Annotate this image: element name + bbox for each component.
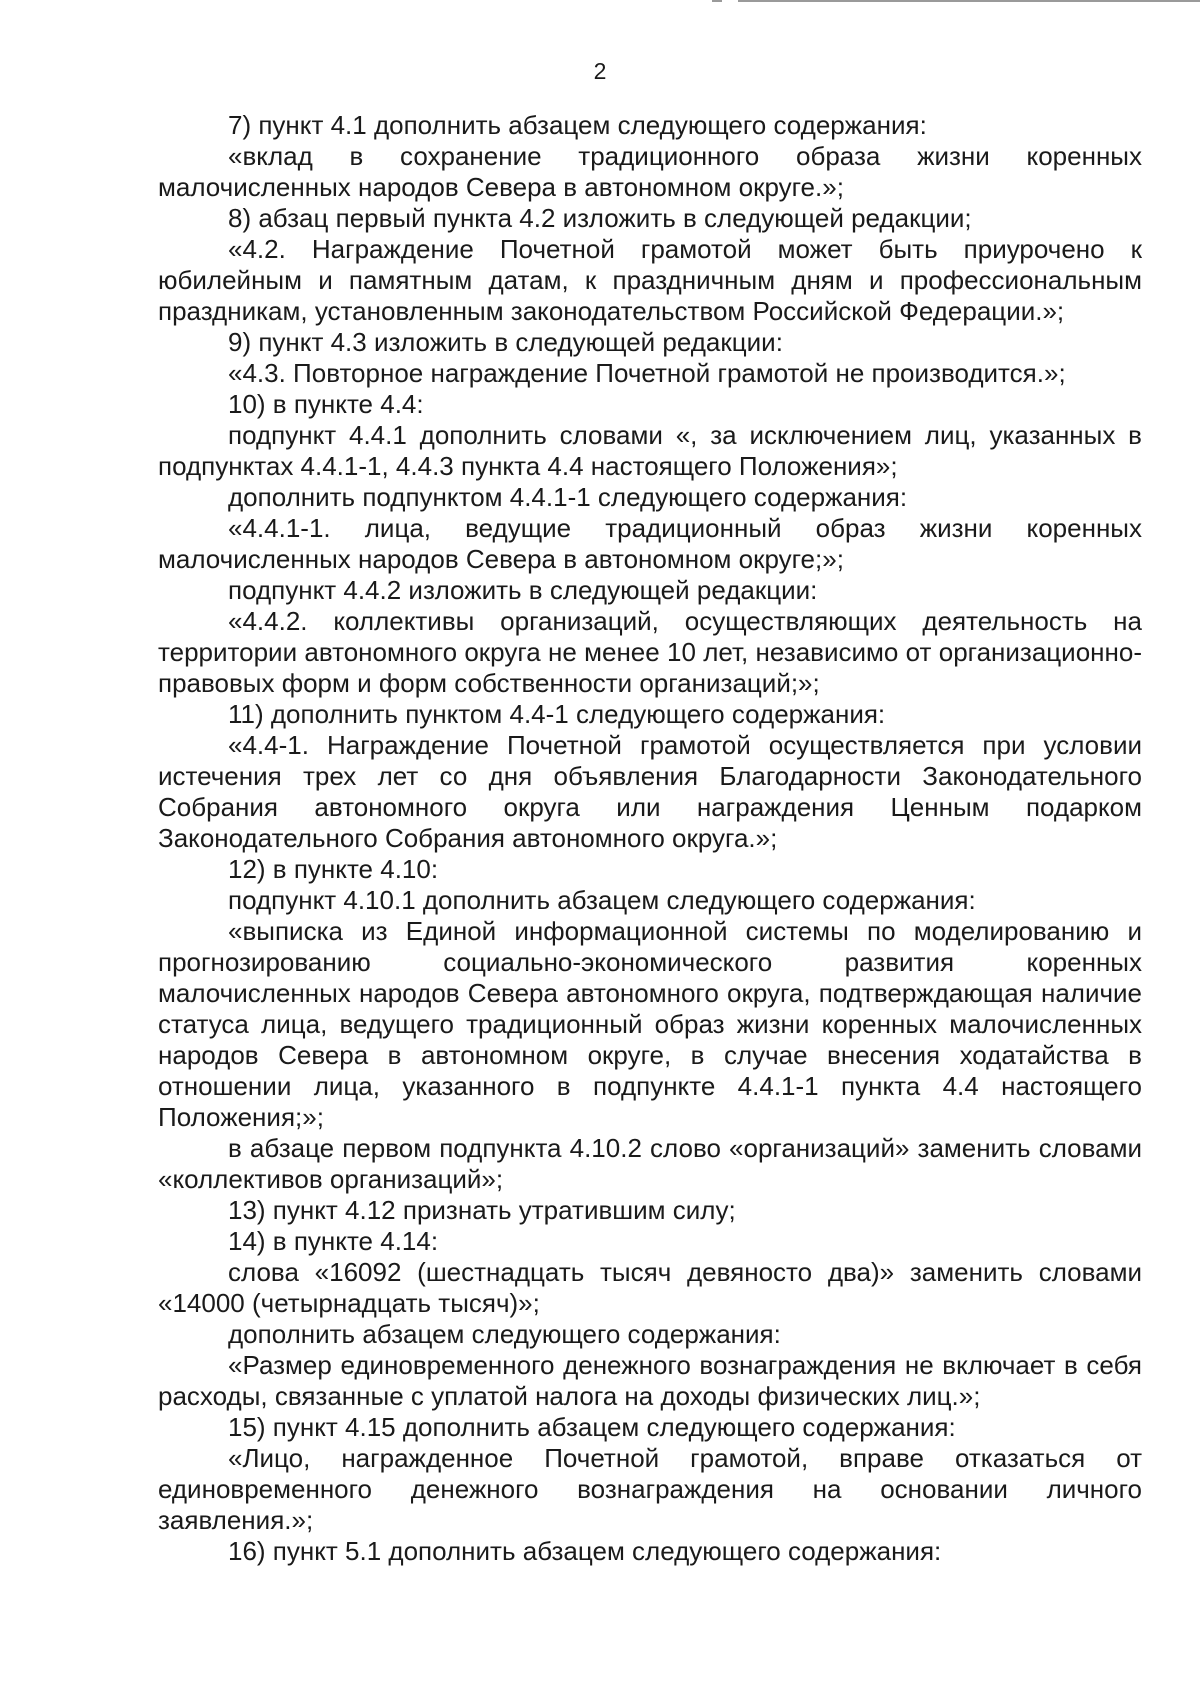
paragraph-14-header: 14) в пункте 4.14: — [228, 1226, 439, 1256]
paragraph-text: дополнить подпунктом 4.4.1-1 следующего содержания: — [228, 482, 908, 512]
paragraph-text: подпункт 4.4.2 изложить в следующей редакции: — [228, 575, 818, 605]
paragraph-text: подпункт 4.4.1 дополнить словами «, за исключением лиц, указанных в подпунктах 4.4.1-1, 4.4.3 пункта 4.4 настоящего Положения»; — [158, 420, 1142, 481]
paragraph-10-header: 10) в пункте 4.4: — [228, 389, 424, 419]
document-body — [158, 110, 1142, 1567]
paragraph-quote: «выписка из Единой информационной системы по моделированию и прогнозированию социально-экономического развития коренных малочисленных народов Севера автономного округа, подтверждающая наличие статуса лица, ведущего традиционный образ жизни коренных малочисленных народов Севера в автономном округе, в случае внесения ходатайства в отношении лица, указанного в подпункте 4.4.1-1 пункта 4.4 настоящего Положения;»; — [158, 916, 1142, 1132]
paragraph-quote: «4.4-1. Награждение Почетной грамотой осуществляется при условии истечения трех лет со дня объявления Благодарности Законодательного Собрания автономного округа или награждения Ценным подарком Законодательного Собрания автономного округа.»; — [158, 730, 1142, 853]
paragraph-16-header: 16) пункт 5.1 дополнить абзацем следующего содержания: — [228, 1536, 942, 1566]
paragraph-text: дополнить абзацем следующего содержания: — [228, 1319, 781, 1349]
page-number: 2 — [593, 58, 607, 84]
paragraph-quote: «Лицо, награжденное Почетной грамотой, вправе отказаться от единовременного денежного вознаграждения на основании личного заявления.»; — [158, 1443, 1142, 1535]
paragraph-7-header: 7) пункт 4.1 дополнить абзацем следующего содержания: — [228, 110, 927, 140]
paragraph-text: подпункт 4.10.1 дополнить абзацем следующего содержания: — [228, 885, 976, 915]
paragraph-12-header: 12) в пункте 4.10: — [228, 854, 439, 884]
paragraph-8-header: 8) абзац первый пункта 4.2 изложить в следующей редакции; — [228, 203, 972, 233]
paragraph-15-header: 15) пункт 4.15 дополнить абзацем следующего содержания: — [228, 1412, 956, 1442]
scan-edge-line — [738, 0, 1200, 2]
paragraph-9-header: 9) пункт 4.3 изложить в следующей редакции: — [228, 327, 783, 357]
paragraph-quote: «Размер единовременного денежного вознаграждения не включает в себя расходы, связанные с уплатой налога на доходы физических лиц.»; — [158, 1350, 1142, 1411]
paragraph-quote: «4.2. Награждение Почетной грамотой может быть приурочено к юбилейным и памятным датам, к праздничным дням и профессиональным праздникам, установленным законодательством Российской Федерации.»; — [158, 234, 1142, 326]
paragraph-11-header: 11) дополнить пунктом 4.4-1 следующего содержания: — [228, 699, 886, 729]
paragraph-text: слова «16092 (шестнадцать тысяч девяносто два)» заменить словами «14000 (четырнадцать тысяч)»; — [158, 1257, 1142, 1318]
scan-edge-mark — [712, 0, 722, 2]
paragraph-quote: «вклад в сохранение традиционного образа жизни коренных малочисленных народов Севера в автономном округе.»; — [158, 141, 1142, 202]
paragraph-quote: «4.4.1-1. лица, ведущие традиционный образ жизни коренных малочисленных народов Севера в автономном округе;»; — [158, 513, 1142, 574]
paragraph-13-header: 13) пункт 4.12 признать утратившим силу; — [228, 1195, 736, 1225]
paragraph-text: в абзаце первом подпункта 4.10.2 слово «организаций» заменить словами «коллективов организаций»; — [158, 1133, 1142, 1194]
paragraph-quote: «4.4.2. коллективы организаций, осуществляющих деятельность на территории автономного округа не менее 10 лет, независимо от организационно-правовых форм и форм собственности организаций;»; — [158, 606, 1142, 698]
paragraph-quote: «4.3. Повторное награждение Почетной грамотой не производится.»; — [228, 358, 1066, 388]
